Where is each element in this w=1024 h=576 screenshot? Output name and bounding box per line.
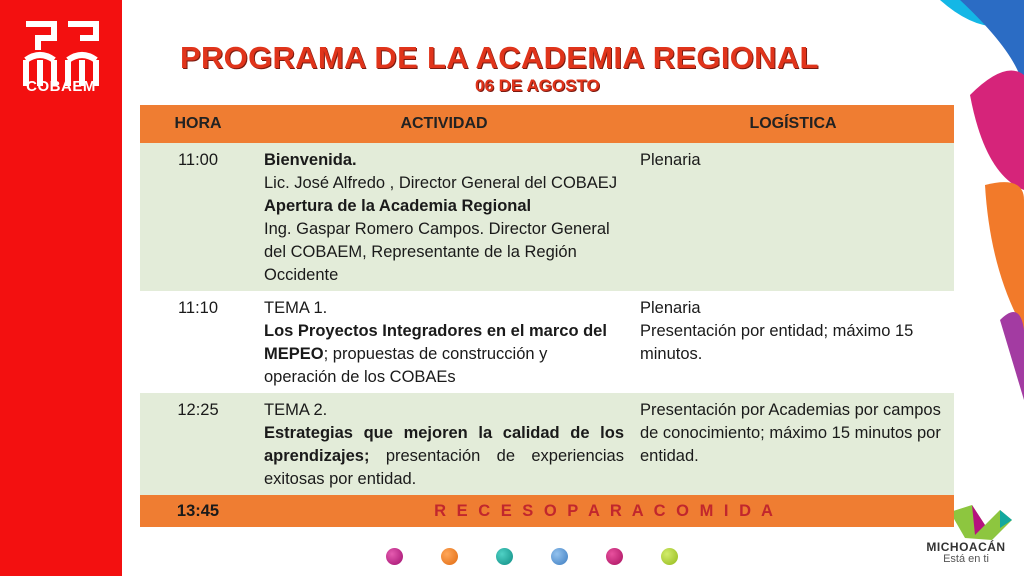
- row-activity: [256, 143, 632, 291]
- activity-bold: Estrategias que mejoren la calidad de los aprendizajes;: [264, 424, 624, 465]
- table-row: [140, 143, 954, 291]
- row-time: 11:10: [140, 291, 256, 393]
- table-header-row: [140, 105, 954, 143]
- row-logistics: Presentación por Academias por campos de conocimiento; máximo 15 minutos por entidad.: [632, 393, 954, 495]
- program-table: [140, 105, 954, 527]
- michoacan-emblem-icon: [950, 505, 1012, 540]
- dot-green: [661, 548, 678, 565]
- page-subtitle: 06 DE AGOSTO: [475, 76, 600, 95]
- logo-text: COBAEM: [26, 78, 96, 95]
- row-activity: [256, 291, 632, 393]
- left-red-band: [0, 0, 122, 576]
- table-row: [140, 393, 954, 495]
- dot-blue: [551, 548, 568, 565]
- michoacan-slogan: Está en ti: [943, 553, 989, 565]
- activity-bold: Los Proyectos Integradores en el marco del MEPEO: [264, 322, 607, 363]
- deco-magenta-shape: [970, 71, 1024, 191]
- dot-orange: [441, 548, 458, 565]
- header-hora: HORA: [140, 105, 256, 143]
- activity-text: ; propuestas de construcción y operación de los COBAEs: [264, 345, 548, 386]
- michoacan-brand: MICHOACÁN: [926, 540, 1006, 554]
- activity-text: TEMA 1.: [264, 299, 328, 317]
- logistics-line: Presentación por entidad; máximo 15 minutos.: [640, 322, 914, 363]
- activity-text: TEMA 2.: [264, 401, 328, 419]
- activity-text: presentación de experiencias exitosas por entidad.: [264, 447, 624, 488]
- deco-cyan-shape: [940, 0, 1024, 27]
- row-time: 13:45: [140, 495, 256, 527]
- decorative-dots: [386, 548, 686, 568]
- activity-text: Lic. José Alfredo , Director General del COBAEJ: [264, 174, 618, 192]
- header-actividad: ACTIVIDAD: [256, 105, 632, 143]
- row-activity: [256, 393, 632, 495]
- logistics-line: Plenaria: [640, 299, 701, 317]
- dot-magenta: [386, 548, 403, 565]
- row-time: 11:00: [140, 143, 256, 291]
- deco-purple-shape: [1000, 312, 1024, 400]
- table-row: [140, 291, 954, 393]
- row-time: 12:25: [140, 393, 256, 495]
- activity-bold: Apertura de la Academia Regional: [264, 197, 532, 215]
- page-title: PROGRAMA DE LA ACADEMIA REGIONAL: [180, 40, 819, 75]
- activity-text: Ing. Gaspar Romero Campos. Director General del COBAEM, Representante de la Región Occidente: [264, 220, 610, 284]
- michoacan-logo: [916, 540, 1016, 565]
- row-logistics: [632, 291, 954, 393]
- header-logistica: LOGÍSTICA: [632, 105, 954, 143]
- deco-blue-shape: [960, 0, 1024, 95]
- dot-pink: [606, 548, 623, 565]
- row-activity: [256, 495, 954, 527]
- recess-label: R E C E S O P A R A C O M I D A: [434, 501, 776, 520]
- dot-teal: [496, 548, 513, 565]
- activity-bold: Bienvenida.: [264, 151, 357, 169]
- row-logistics: Plenaria: [632, 143, 954, 291]
- table-row-recess: [140, 495, 954, 527]
- deco-orange-shape: [985, 182, 1024, 330]
